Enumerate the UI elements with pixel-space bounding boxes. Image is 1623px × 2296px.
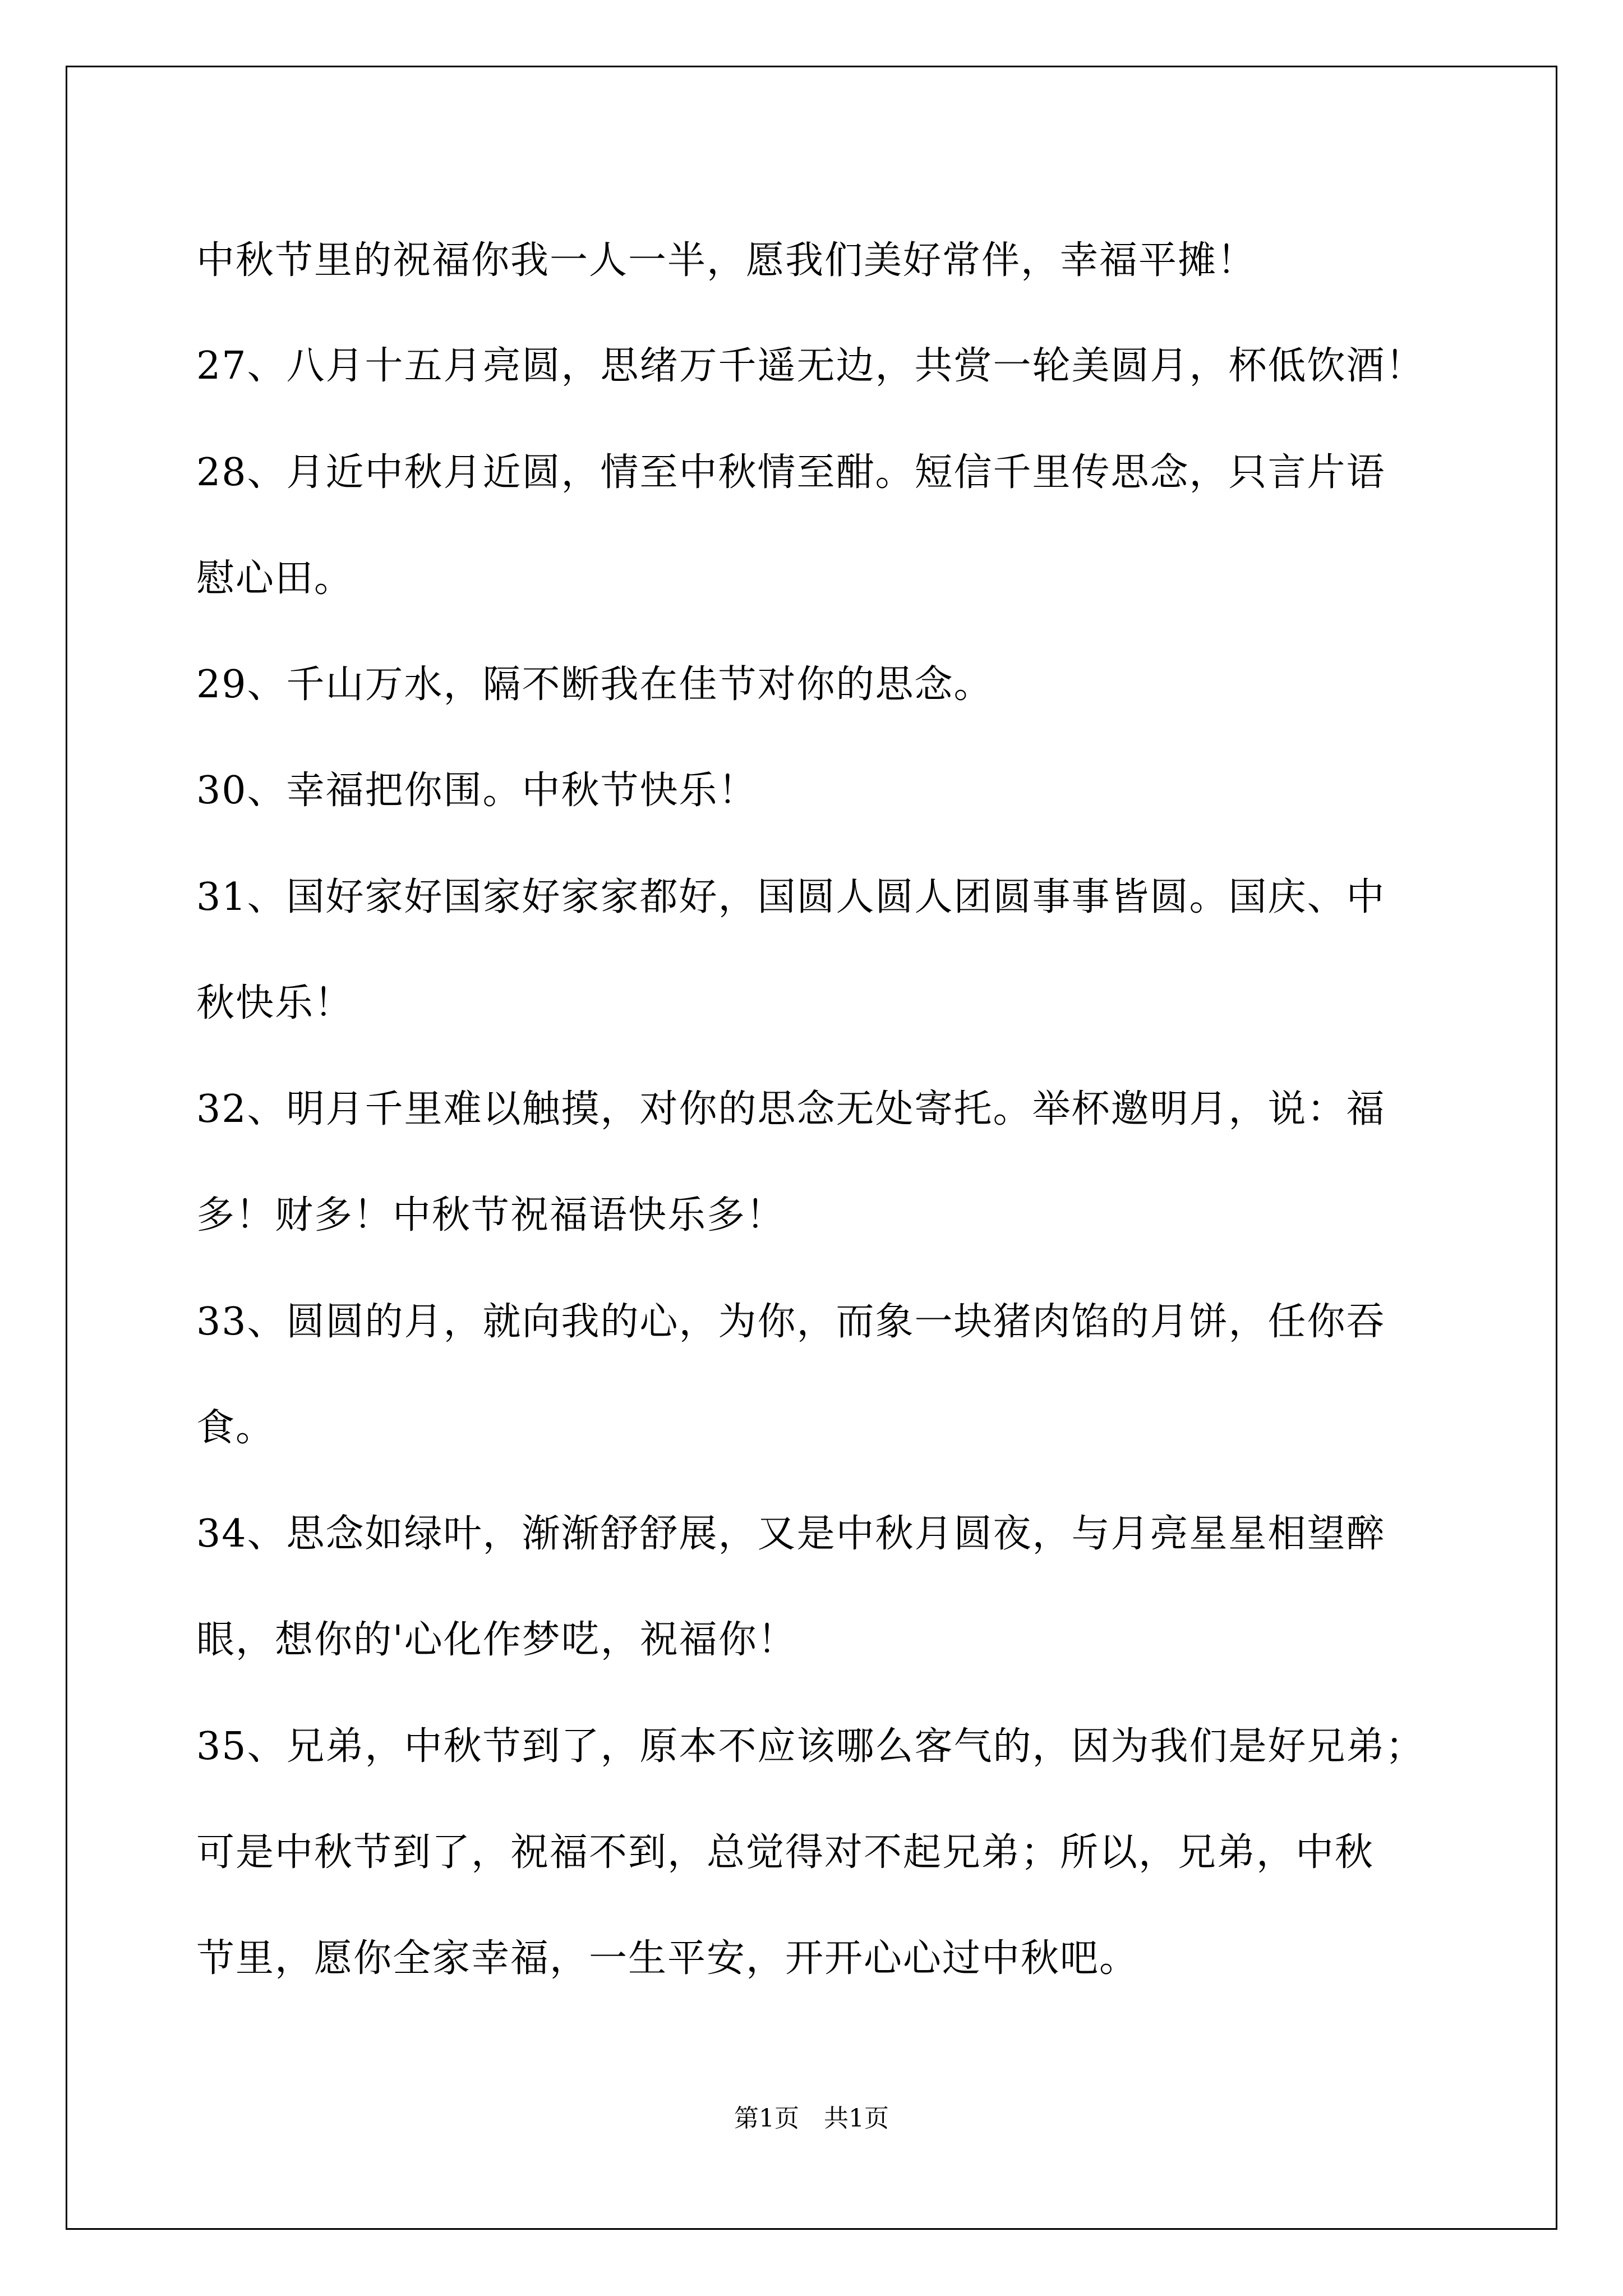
- text-line: 中秋节里的祝福你我一人一半，愿我们美好常伴，幸福平摊！: [196, 238, 1257, 283]
- text-line: 34、思念如绿叶，渐渐舒舒展，又是中秋月圆夜，与月亮星星相望醉: [196, 1512, 1386, 1556]
- text-line: 慰心田。: [196, 556, 354, 601]
- text-line: 35、兄弟，中秋节到了，原本不应该哪么客气的，因为我们是好兄弟；: [196, 1724, 1425, 1769]
- text-line: 多！财多！中秋节祝福语快乐多！: [196, 1193, 786, 1237]
- text-line: 27、八月十五月亮圆，思绪万千遥无边，共赏一轮美圆月，杯低饮酒！: [196, 344, 1425, 388]
- text-line: 眼，想你的'心化作梦呓，祝福你！: [196, 1618, 797, 1662]
- text-line: 节里，愿你全家幸福，一生平安，开开心心过中秋吧。: [196, 1936, 1139, 1981]
- text-line: 29、千山万水，隔不断我在佳节对你的思念。: [196, 662, 993, 707]
- text-line: 可是中秋节到了，祝福不到，总觉得对不起兄弟；所以，兄弟，中秋: [196, 1830, 1375, 1875]
- text-line: 秋快乐！: [196, 981, 354, 1025]
- text-line: 32、明月千里难以触摸，对你的思念无处寄托。举杯邀明月，说：福: [196, 1087, 1386, 1131]
- text-line: 30、幸福把你围。中秋节快乐！: [196, 769, 758, 813]
- page-border: [66, 66, 1557, 2230]
- text-line: 食。: [196, 1406, 275, 1450]
- text-line: 33、圆圆的月，就向我的心，为你，而象一块猪肉馅的月饼，任你吞: [196, 1300, 1386, 1344]
- text-line: 31、国好家好国家好家家都好，国圆人圆人团圆事事皆圆。国庆、中: [196, 875, 1386, 919]
- text-line: 28、月近中秋月近圆，情至中秋情至酣。短信千里传思念，只言片语: [196, 450, 1386, 495]
- page-number: 第1页 共1页: [734, 2104, 889, 2133]
